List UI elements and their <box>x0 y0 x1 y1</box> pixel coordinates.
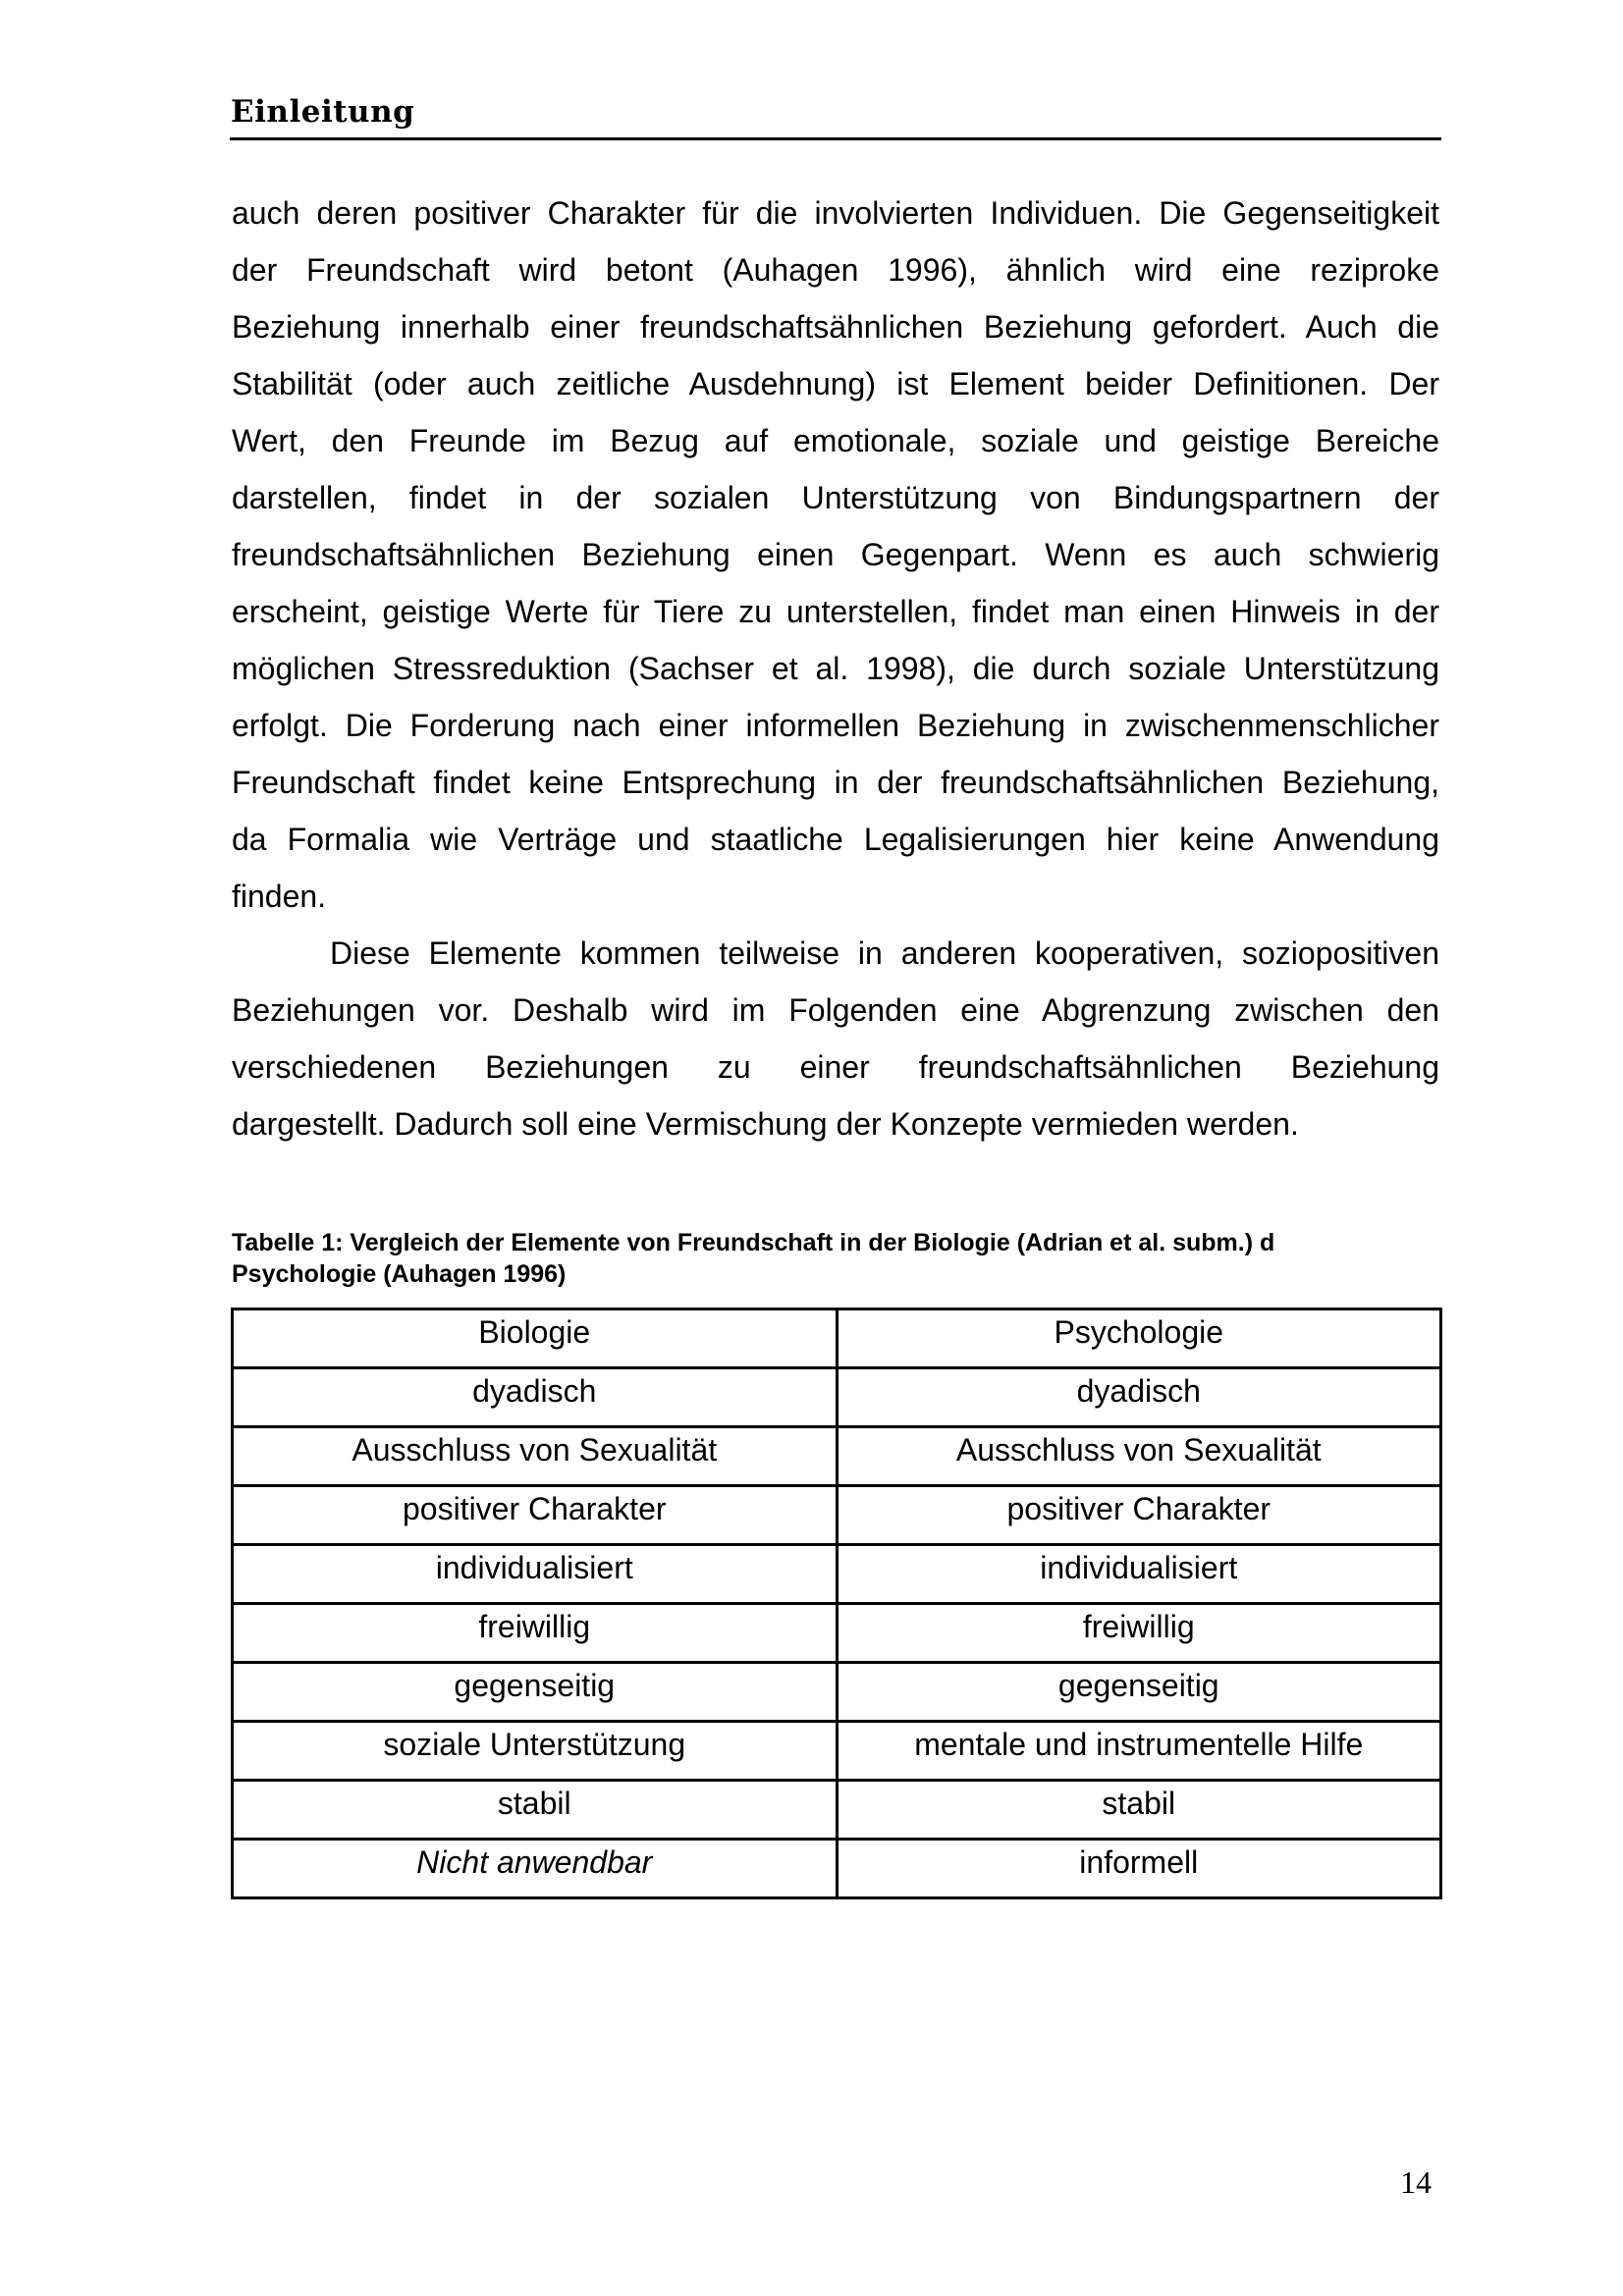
table-cell: freiwillig <box>233 1604 838 1663</box>
table-cell: gegenseitig <box>837 1663 1441 1722</box>
text-line: möglichen Stressreduktion (Sachser et al. 1998), die durch soziale Unterstützung <box>232 651 1439 686</box>
text-line: der Freundschaft wird betont (Auhagen 1996), ähnlich wird eine reziproke <box>232 252 1439 288</box>
text-line: Freundschaft findet keine Entsprechung in der freundschaftsähnlichen Beziehung, <box>232 765 1439 800</box>
text-line: erfolgt. Die Forderung nach einer informellen Beziehung in zwischenmenschlicher <box>232 708 1439 743</box>
text-line: darstellen, findet in der sozialen Unterstützung von Bindungspartnern der <box>232 480 1439 515</box>
table-row <box>233 1368 1441 1427</box>
table-row <box>233 1427 1441 1486</box>
text-line: finden. <box>232 879 327 914</box>
header-rule <box>230 137 1441 140</box>
table-caption-line: Psychologie (Auhagen 1996) <box>232 1260 567 1288</box>
text-line: Beziehungen vor. Deshalb wird im Folgenden eine Abgrenzung zwischen den <box>232 992 1439 1028</box>
text-line: dargestellt. Dadurch soll eine Vermischung der Konzepte vermieden werden. <box>232 1106 1299 1142</box>
table-cell: positiver Charakter <box>837 1486 1441 1545</box>
header-cell-psychologie: Psychologie <box>837 1309 1441 1368</box>
table-row <box>233 1663 1441 1722</box>
table-cell: informell <box>837 1840 1441 1898</box>
table-cell: stabil <box>837 1781 1441 1840</box>
table-cell: positiver Charakter <box>233 1486 838 1545</box>
text-line: Stabilität (oder auch zeitliche Ausdehnung) ist Element beider Definitionen. Der <box>232 366 1439 401</box>
text-line: da Formalia wie Verträge und staatliche Legalisierungen hier keine Anwendung <box>232 822 1439 857</box>
text-line: erscheint, geistige Werte für Tiere zu unterstellen, findet man einen Hinweis in der <box>232 594 1439 629</box>
table-caption-line: Tabelle 1: Vergleich der Elemente von Freundschaft in der Biologie (Adrian et al. subm.) d <box>232 1229 1275 1256</box>
section-heading: Einleitung <box>231 94 415 130</box>
table-cell: Ausschluss von Sexualität <box>837 1427 1441 1486</box>
table-cell: individualisiert <box>837 1545 1441 1604</box>
table-cell: dyadisch <box>233 1368 838 1427</box>
table-row <box>233 1545 1441 1604</box>
table-cell: mentale und instrumentelle Hilfe <box>837 1722 1441 1781</box>
table-row <box>233 1486 1441 1545</box>
table-header-row <box>233 1309 1441 1368</box>
header-cell-biologie: Biologie <box>233 1309 838 1368</box>
page-number: 14 <box>1400 2164 1432 2200</box>
table-cell: soziale Unterstützung <box>233 1722 838 1781</box>
text-line: Beziehung innerhalb einer freundschaftsähnlichen Beziehung gefordert. Auch die <box>232 309 1439 345</box>
table-cell: gegenseitig <box>233 1663 838 1722</box>
table-row <box>233 1604 1441 1663</box>
table-cell: Nicht anwendbar <box>233 1840 838 1898</box>
paragraph-2 <box>232 925 1439 1152</box>
table-cell: stabil <box>233 1781 838 1840</box>
text-line: Wert, den Freunde im Bezug auf emotionale, soziale und geistige Bereiche <box>232 423 1439 458</box>
table-row <box>233 1722 1441 1781</box>
table-caption <box>232 1227 1449 1290</box>
table-row <box>233 1840 1441 1898</box>
text-line: Diese Elemente kommen teilweise in anderen kooperativen, soziopositiven <box>330 935 1439 971</box>
paragraph-1 <box>232 185 1439 925</box>
text-line: auch deren positiver Charakter für die involvierten Individuen. Die Gegenseitigkeit <box>232 195 1439 231</box>
text-line: verschiedenen Beziehungen zu einer freundschaftsähnlichen Beziehung <box>232 1049 1439 1085</box>
table-cell: dyadisch <box>837 1368 1441 1427</box>
comparison-table <box>231 1308 1442 1899</box>
table-cell: individualisiert <box>233 1545 838 1604</box>
text-line: freundschaftsähnlichen Beziehung einen Gegenpart. Wenn es auch schwierig <box>232 537 1439 572</box>
table-cell: freiwillig <box>837 1604 1441 1663</box>
table-row <box>233 1781 1441 1840</box>
table-cell: Ausschluss von Sexualität <box>233 1427 838 1486</box>
